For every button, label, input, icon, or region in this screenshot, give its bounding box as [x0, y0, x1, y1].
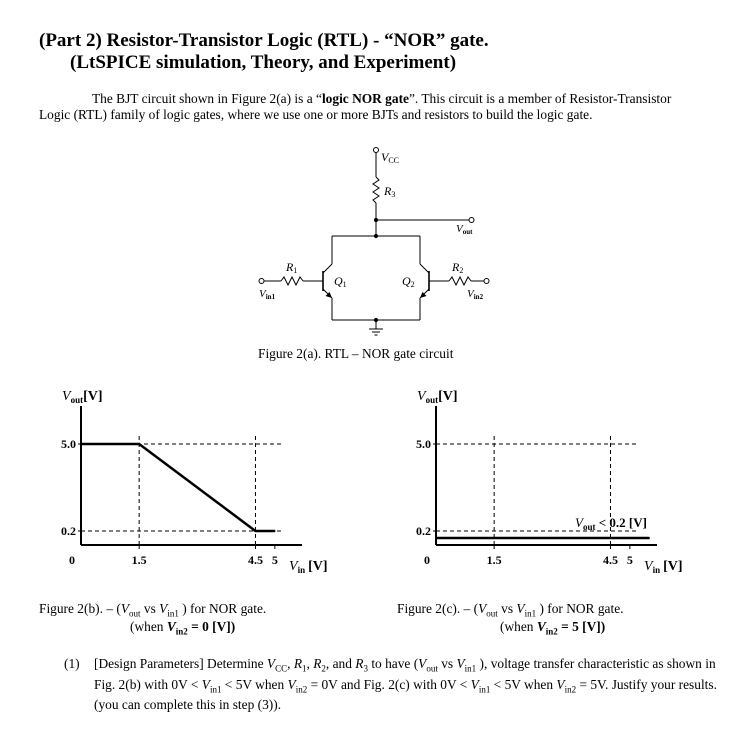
- chart-b-data-point: [80, 443, 82, 445]
- chart-b-plot: [61, 406, 302, 567]
- chart-figure-2c: [385, 380, 695, 580]
- q2-label: Q2: [402, 274, 415, 289]
- intro-before: The BJT circuit shown in Figure 2(a) is a “: [92, 91, 322, 106]
- vin2-label: Vin2: [467, 288, 484, 301]
- chart-b-series-line: [81, 444, 275, 531]
- vout-label: Vout: [456, 223, 473, 236]
- chart-b-xtick-label: 1.5: [131, 553, 147, 567]
- chart-c-xtick-label: 4.5: [602, 553, 618, 567]
- r2-resistor: [449, 277, 471, 285]
- vin1-terminal: [259, 279, 264, 284]
- vout-terminal: [469, 218, 474, 223]
- chart-c-xtick-label: 5: [626, 553, 633, 567]
- chart-b-ytick-label: 0.2: [61, 524, 76, 538]
- chart-c-ytick-label: 5.0: [416, 437, 431, 451]
- intro-after: ”. This circuit is a member of Resistor-Transistor Logic (RTL) family of logic gates, where we use one or more BJTs and resistors to build the logic gate.: [39, 91, 672, 122]
- chart-b-data-point: [255, 530, 257, 532]
- r3-resistor: [373, 177, 379, 203]
- vin2-terminal: [484, 279, 489, 284]
- chart-b-data-point: [274, 530, 276, 532]
- figure-2c-condition: (when $V_{in2} = 5$ [V]): [500, 619, 606, 637]
- chart-b-data-point: [138, 443, 140, 445]
- figure-2c-caption: Figure 2(c). – ($V_{out}$ vs $V_{in1}$ ) for NOR gate.: [397, 601, 624, 619]
- chart-b-xtick-label: 4.5: [247, 553, 263, 567]
- title-line-1: (Part 2) Resistor-Transistor Logic (RTL) - “NOR” gate.: [39, 30, 489, 51]
- r1-label: R1: [286, 260, 298, 275]
- question-1: (1) [Design Parameters] Determine $V_{CC}$, $R_1$, $R_2$, and $R_3$ to have ($V_{out}$ vs $V_{in1}$ ), voltage transfer characteristic as shown in Fig. 2(b) with $0V < V_{in1} < 5V$ when $V_{in2} = 0V$ and Fig. 2(c) with $0V < V_{in1} < 5V$ when $V_{in2} = 5V$. Justify your results. (you can complete this in step (3)).: [64, 656, 717, 713]
- title-line-2: (LtSPICE simulation, Theory, and Experiment): [70, 52, 457, 73]
- intro-bold: logic NOR gate: [321, 91, 409, 106]
- chart-b-xlabel: $V_{in}$ [V]: [289, 559, 328, 575]
- chart-c-xlabel: $V_{in}$ [V]: [644, 559, 683, 575]
- chart-b-ylabel: $V_{out}[V]$: [62, 389, 103, 405]
- r2-label: R2: [452, 260, 464, 275]
- q1-label: Q1: [334, 274, 347, 289]
- chart-c-ytick-label: 0.2: [416, 524, 431, 538]
- vin1-label: Vin1: [259, 288, 276, 301]
- chart-c-data-point: [648, 537, 650, 539]
- chart-c-xtick-label: 0: [424, 553, 430, 567]
- chart-c-plot: [416, 406, 657, 567]
- chart-b-xtick-label: 5: [271, 553, 278, 567]
- r1-resistor: [281, 277, 303, 285]
- chart-b-ytick-label: 5.0: [61, 437, 76, 451]
- vcc-label: VCC: [381, 150, 400, 165]
- chart-c-ylabel: $V_{out}[V]$: [417, 389, 458, 405]
- vcc-terminal: [374, 148, 379, 153]
- nor-circuit-diagram: [245, 140, 515, 340]
- chart-b-xtick-label: 0: [69, 553, 75, 567]
- chart-c-xtick-label: 1.5: [486, 553, 502, 567]
- intro-paragraph: [39, 91, 705, 123]
- chart-figure-2b: [30, 380, 340, 580]
- figure-2a-caption: Figure 2(a). RTL – NOR gate circuit: [258, 346, 454, 361]
- figure-2b-condition: (when $V_{in2} = 0$ [V]): [130, 619, 236, 637]
- chart-c-annotation: $V_{out} < 0.2$ [V]: [575, 515, 647, 532]
- chart-c-data-point: [435, 537, 437, 539]
- r3-label: R3: [384, 184, 396, 199]
- figure-2b-caption: Figure 2(b). – ($V_{out}$ vs $V_{in1}$ ) for NOR gate.: [39, 601, 267, 619]
